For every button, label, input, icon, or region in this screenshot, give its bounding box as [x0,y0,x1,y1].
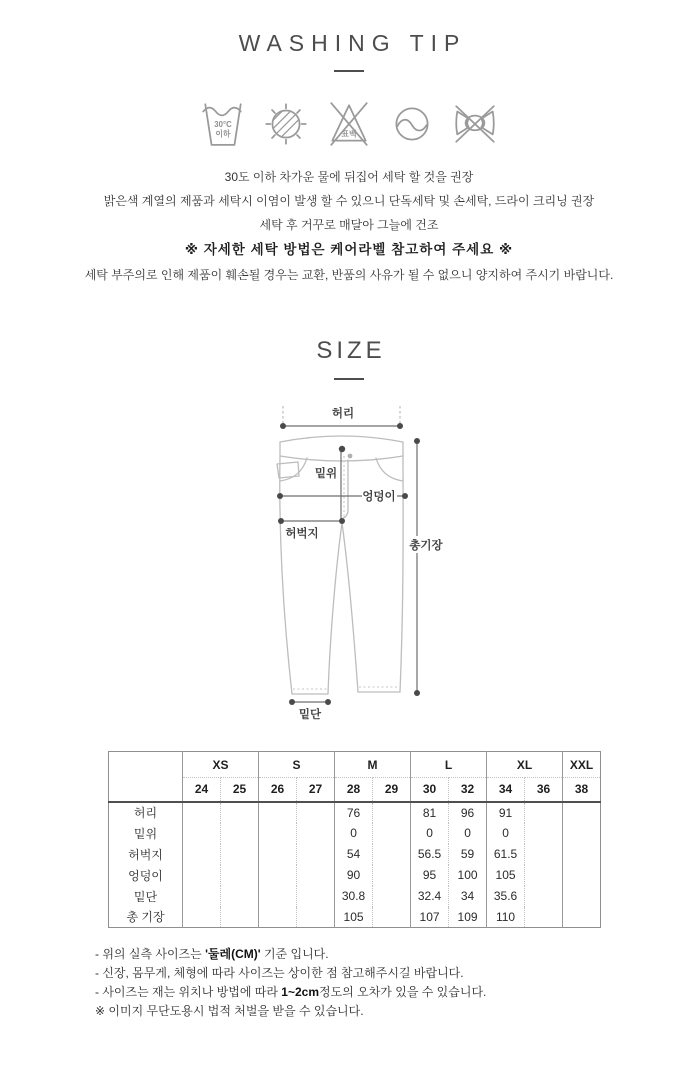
size-value-cell [563,802,601,823]
rise-measure [315,446,345,521]
size-value-cell: 76 [335,802,373,823]
size-group-header: XXL [563,752,601,778]
size-value-cell [259,823,297,844]
measure-label: 허벅지 [128,847,163,862]
size-header: 26 [259,778,297,802]
size-value-cell [373,865,411,886]
size-value-cell: 35.6 [487,886,525,907]
size-group-header: M [335,752,411,778]
size-value-cell [259,886,297,907]
size-value-cell [259,907,297,928]
size-table-row [109,844,601,865]
size-value-cell: 56.5 [411,844,449,865]
svg-text:표백: 표백 [341,129,357,139]
size-value-cell [297,886,335,907]
size-value-cell [525,802,563,823]
size-notes [95,945,698,1021]
size-value-cell [297,823,335,844]
size-value-cell: 107 [411,907,449,928]
title-divider [334,378,364,380]
size-value-cell: 0 [487,823,525,844]
pants-measure-diagram [250,396,550,726]
size-value-cell [221,823,259,844]
pants-outline [277,436,403,694]
washing-note-line: 세탁 후 거꾸로 매달아 그늘에 건조 [259,218,439,232]
size-value-cell [221,844,259,865]
washing-notes [0,165,698,287]
size-value-cell: 109 [449,907,487,928]
size-value-cell [563,886,601,907]
size-value-cell [297,865,335,886]
washing-note-line: 밝은색 계열의 제품과 세탁시 이염이 발생 할 수 있으니 단독세탁 및 손세탁, 드라이 크리닝 권장 [103,194,595,208]
size-note-line: - 사이즈는 재는 위치나 방법에 따라 1~2cm정도의 오차가 있을 수 있습니다. [95,985,487,999]
diagram-label-total-length: 총기장 [409,540,443,552]
size-header: 24 [183,778,221,802]
thigh-measure [278,518,345,540]
measure-label: 밑위 [133,826,158,841]
size-value-cell [221,907,259,928]
size-value-cell [373,907,411,928]
size-table-row [109,865,601,886]
size-header: 30 [411,778,449,802]
size-value-cell [563,844,601,865]
hem-measure [289,699,331,721]
size-value-cell: 61.5 [487,844,525,865]
size-value-cell: 95 [411,865,449,886]
size-value-cell [525,844,563,865]
size-group-header: L [411,752,487,778]
size-value-cell: 105 [487,865,525,886]
size-value-cell [297,802,335,823]
size-table [108,751,601,928]
washing-note-line: 세탁 부주의로 인해 제품이 훼손될 경우는 교환, 반품의 사유가 될 수 없으니 양지하여 주시기 바랍니다. [84,268,614,282]
size-value-cell [183,907,221,928]
size-section [0,337,698,1021]
size-group-header: XS [183,752,259,778]
size-value-cell: 0 [411,823,449,844]
washing-tip-section [0,30,698,287]
size-table-row [109,886,601,907]
size-note-line: - 신장, 몸무게, 체형에 따라 사이즈는 상이한 점 참고해주시길 바랍니다. [95,966,464,980]
size-value-cell [259,802,297,823]
washing-note-line: ※ 자세한 세탁 방법은 케어라벨 참고하여 주세요 ※ [184,242,514,257]
size-note-line: - 위의 실측 사이즈는 '둘레(CM)' 기준 입니다. [95,947,329,961]
size-value-cell: 91 [487,802,525,823]
measure-label: 엉덩이 [128,868,163,883]
size-header: 29 [373,778,411,802]
diagram-label-waist: 허리 [331,408,355,420]
size-value-cell [183,844,221,865]
svg-text:30°C: 30°C [214,120,232,130]
wash-30c-basin-icon [202,99,244,149]
natural-dry-icon [391,99,433,149]
size-value-cell [373,886,411,907]
size-value-cell: 96 [449,802,487,823]
size-value-cell [221,802,259,823]
washing-note-line: 30도 이하 차가운 물에 뒤집어 세탁 할 것을 권장 [224,170,474,184]
size-value-cell: 0 [335,823,373,844]
care-icons-row [0,99,698,149]
svg-text:이하: 이하 [215,129,231,139]
size-value-cell [373,823,411,844]
size-value-cell: 0 [449,823,487,844]
size-value-cell [297,907,335,928]
size-value-cell [525,907,563,928]
size-value-cell: 90 [335,865,373,886]
size-header: 36 [525,778,563,802]
size-value-cell [525,886,563,907]
measure-label: 허리 [109,802,183,823]
size-header: 32 [449,778,487,802]
size-value-cell [373,844,411,865]
size-header: 25 [221,778,259,802]
size-value-cell: 100 [449,865,487,886]
title-divider [334,70,364,72]
diagram-label-hem: 밑단 [298,709,322,721]
diagram-label-thigh: 허벅지 [285,528,319,540]
size-header: 34 [487,778,525,802]
size-value-cell [525,865,563,886]
size-table-row [109,823,601,844]
size-value-cell [183,865,221,886]
size-value-cell [297,844,335,865]
size-value-cell [259,865,297,886]
measure-label: 총 기장 [126,910,165,925]
diagram-label-hip: 엉덩이 [362,491,396,503]
dry-in-shade-icon [265,99,307,149]
size-note-line: ※ 이미지 무단도용시 법적 처벌을 받을 수 있습니다. [95,1004,364,1018]
size-value-cell: 32.4 [411,886,449,907]
size-value-cell [525,823,563,844]
size-value-cell [259,844,297,865]
size-header: 38 [563,778,601,802]
size-value-cell: 54 [335,844,373,865]
size-group-header: S [259,752,335,778]
size-value-cell [183,886,221,907]
size-title: SIZE [316,337,386,364]
size-group-header: XL [487,752,563,778]
size-value-cell [221,886,259,907]
hip-measure [277,487,408,504]
waist-measure [280,406,403,429]
size-value-cell [221,865,259,886]
size-value-cell [563,823,601,844]
size-value-cell [563,865,601,886]
size-value-cell: 110 [487,907,525,928]
no-wring-icon [454,99,496,149]
size-value-cell: 59 [449,844,487,865]
size-table-row [109,907,601,928]
total-length-measure [406,438,446,696]
size-value-cell: 30.8 [335,886,373,907]
size-value-cell [563,907,601,928]
size-value-cell: 81 [411,802,449,823]
size-value-cell [373,802,411,823]
size-value-cell: 34 [449,886,487,907]
size-header: 27 [297,778,335,802]
washing-tip-title: WASHING TIP [238,30,467,56]
size-value-cell [183,802,221,823]
size-value-cell: 105 [335,907,373,928]
measure-label: 밑단 [133,889,158,904]
size-value-cell [183,823,221,844]
size-table-corner [109,752,183,802]
size-table-row [109,802,601,823]
no-bleach-icon [328,99,370,149]
diagram-label-rise: 밑위 [314,468,338,480]
size-header: 28 [335,778,373,802]
